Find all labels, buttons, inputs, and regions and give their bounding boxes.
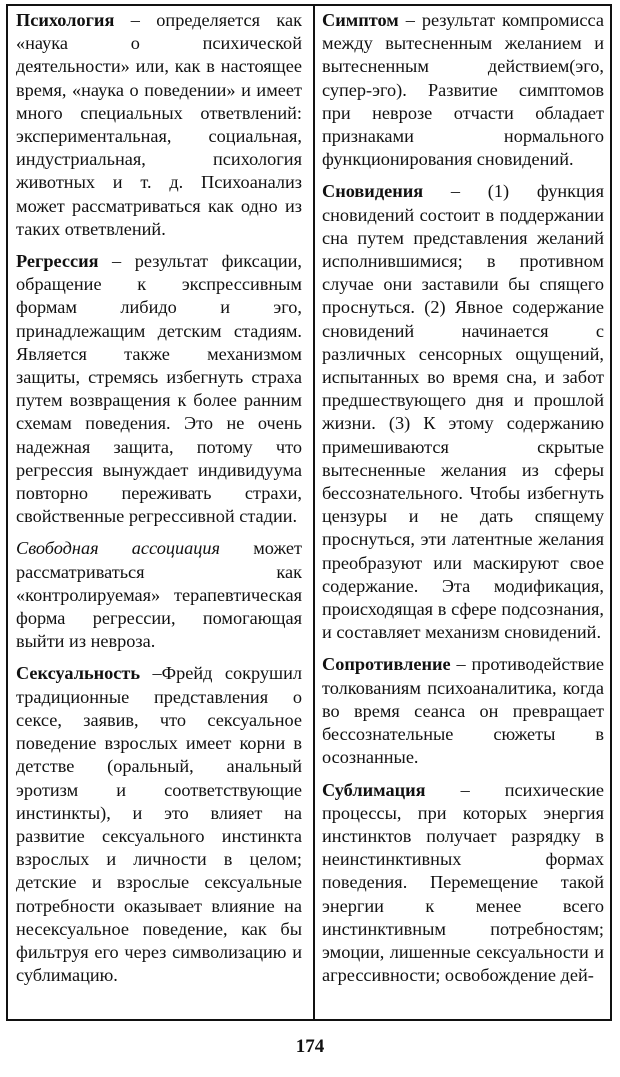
entry-text: может рассматриваться как «контролируемая» терапевтическая форма регрессии, помогающая выйти из невроза. [16,538,302,652]
right-column [322,9,604,996]
left-column [16,9,302,996]
entry-sexuality [16,662,302,987]
entry-psychology [16,9,302,241]
entry-regression [16,250,302,528]
entry-resistance [322,653,604,769]
entry-term: Психология [16,10,115,30]
entry-text: – противодействие толкованиям психоаналитика, когда во время сеанса он превращает бессознательные сюжеты в осознанные. [322,654,604,768]
entry-term: Сексуальность [16,663,141,684]
entry-free-association [16,537,302,653]
entry-term: Сновидения [322,181,424,202]
page-number: 174 [295,1036,325,1057]
entry-text: – результат компромисса между вытесненным желанием и вытесненным действием(эго, супер-эго). Развитие симптомов при неврозе отчасти обладает признаками нормального функционирования сновидений. [322,10,604,170]
entry-dreams [322,180,604,644]
entry-term: Сопротивление [322,654,451,675]
column-divider [313,4,315,1021]
entry-symptom [322,9,604,171]
entry-sublimation [322,779,604,988]
entry-text: – определяется как «наука о психической деятельности» или, как в настоящее время, «наука о поведении» и имеет много специальных ответвлений: экспериментальная, социальная, индустриальная, психология животных и т. д. Психоанализ может рассматриваться как одно из таких ответвлений. [16,10,302,239]
entry-term: Симптом [322,10,399,30]
entry-text: – результат фиксации, обращение к экспрессивным формам либидо и эго, принадлежащим детским стадиям. Является также механизмом защиты, стремясь избегнуть страха путем возвращения к более ранним схемам поведения. Это не очень надежная защита, потому что регрессия вынуждает индивидуума повторно переживать страхи, свойственные регрессивной стадии. [16,251,302,527]
entry-term: Сублимация [322,779,426,800]
entry-term: Свободная ассоциация [16,538,221,559]
entry-text: – психические процессы, при которых энергия инстинктов получает разрядку в неинстинктивных формах поведения. Перемещение такой энергии к менее всего инстинктивным потребностям; эмоции, лишенные сексуальности и агрессивности; освобождение дей- [322,779,604,986]
entry-term: Регрессия [16,251,99,272]
entry-text: – (1) функция сновидений состоит в поддержании сна путем представления желаний исполнившимися; в противном случае они заставили бы спящего проснуться. (2) Явное содержание сновидений начинается с различных сенсорных ощущений, испытанных во время сна, и забот предшествующего дня и прошлой жизни. (3) К этому содержанию примешиваются скрытые вытесненные желания из сферы бессознательного. Чтобы избегнуть цензуры и не дать спящему проснуться, эти латентные желания преобразуют или маскируют свое содержание. Эта модификация, происходящая в сфере подсознания, и составляет механизм сновидений. [322,181,604,643]
entry-text: –Фрейд сокрушил традиционные представления о сексе, заявив, что сексуальное поведение взрослых имеет корни в детстве (оральный, анальный эротизм и соответствующие инстинкты), и это влияет на развитие сексуального инстинкта взрослых и личности в целом; детские и взрослые сексуальные потребности оказывает влияние на несексуальное поведение, как бы фильтруя его через символизацию и сублимацию. [16,663,302,986]
